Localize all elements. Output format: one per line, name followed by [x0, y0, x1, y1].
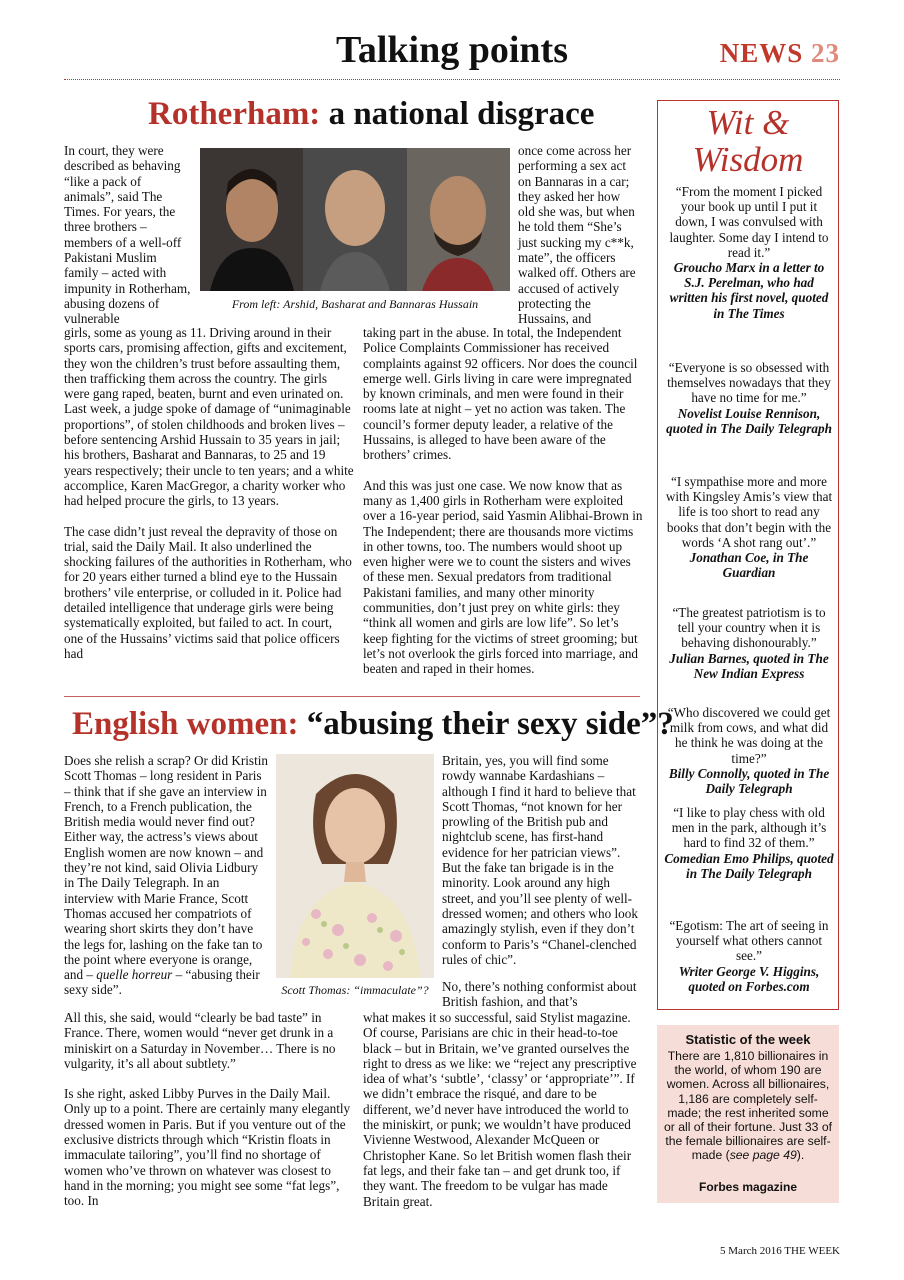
- article1-left-paragraph-2: The case didn’t just reveal the depravity of those on trial, said the Daily Mail. It also underlined the shocking failures of the authorities in Rotherham, who for 20 years either turned a blind eye to the Hussain brothers’ vile enterprise, or colluded in it. Police had detailed intelligence that underage girls were being systematically exploited, but failed to act. In court, one of the Hussains’ victims said that police officers had: [64, 523, 352, 661]
- header-divider: [64, 79, 840, 80]
- article2-right-continuation-start: No, there’s nothing conformist about British fashion, and that’s: [442, 979, 637, 1010]
- sidebar-quote: [664, 605, 834, 681]
- quote-attribution: Jonathan Coe, in The Guardian: [689, 550, 809, 581]
- article1-right-paragraph-2: And this was just one case. We now know that as many as 1,400 girls in Rotherham were exploited over a 16-year period, said Yasmin Alibhai-Brown in The Independent; there are thousands more victims in other towns, too. The numbers would shoot up even higher were we to count the sisters and wives of these men. Sexual predators from traditional Pakistani families, and many other minority communities, don’t just prey on white girls: they “think all women and girls are low life”. So let’s keep fighting for the victims of street grooming; but let’s not overlook the girls forced into marriage, and beaten and raped in their homes.: [363, 477, 643, 677]
- article2-intro-main: Does she relish a scrap? Or did Kristin Scott Thomas – long resident in Paris – think that if she gave an interview in French, to a French publication, the British media would never find out? Either way, the actress’s views about English women are now known – and they’re not kind, said Olivia Lidbury in The Daily Telegraph. In an interview with Marie France, Scott Thomas accused her compatriots of wearing short skirts they don’t have the legs for, lashing on the fake tan to the point where everyone is orange, and –: [64, 753, 268, 983]
- quote-text: “Egotism: The art of seeing in yourself what others cannot see.”: [669, 918, 829, 964]
- statistic-body-end: ).: [796, 1148, 805, 1163]
- article1-right-intro-text: once come across her performing a sex act on Bannaras in a car; they asked her how old she was, but when he told them “She’s just sucking my c**k, mate”, the officers walked off. Others are accused of actively protecting the Hussains, and: [518, 143, 636, 327]
- sidebar-quote: [664, 474, 834, 580]
- section-label: [720, 38, 840, 69]
- quote-attribution: Writer George V. Higgins, quoted on Forbes.com: [678, 963, 820, 994]
- quote-attribution: Billy Connolly, quoted in The Daily Telegraph: [668, 765, 830, 797]
- quote-attribution: Novelist Louise Rennison, quoted in The Daily Telegraph: [666, 405, 832, 436]
- article2-quelle-horreur: quelle horreur: [96, 967, 173, 983]
- article1-photo-caption: From left: Arshid, Basharat and Bannaras Hussain: [231, 297, 479, 311]
- article2-right-intro-text: Britain, yes, you will find some rowdy wannabe Kardashians – although I find it hard to believe that Scott Thomas, “not known for her prowling of the British pub and nightclub scene, has first-hand evidence for her patrician views”. But the fake tan brigade is in the minority. Look around any high street, and you’ll see plenty of well-dressed women; and others who look amazingly stylish, even if they don’t conform to Paris’s “Chanel-clenched rules of chic”.: [442, 753, 638, 967]
- quote-text: “Everyone is so obsessed with themselves nowadays that they have no time for me.”: [667, 360, 831, 406]
- page-title: Talking points: [335, 29, 568, 71]
- article1-left-column: [64, 325, 354, 676]
- article2-photo-caption: Scott Thomas: “immaculate”?: [281, 983, 429, 997]
- article2-right-column: what makes it so successful, said Stylist magazine. Of course, Parisians are chic in their head-to-toe black – but in Britain, we’ve granted ourselves the right to dress as we like: we “reject any prescriptive idea of what’s ‘subtle’, ‘classy’ or ‘appropriate’”. If we didn’t embrace the risqué, and dare to be different, we’d never have introduced the world to the miniskirt, or punk; we wouldn’t have produced Vivienne Westwood, Alexander McQueen or Christopher Kane. So let British women flash their fat legs, and their fake tan – and get drunk too, if they want. The freedom to be vulgar has made Britain great.: [363, 1010, 637, 1209]
- statistic-body: There are 1,810 billionaires in the world, of whom 190 are women. Across all billionaires, 1,186 are completely self-made; the rest inherited some or all of their fortune. Just 33 of the female billionaires are self-made (: [664, 1049, 833, 1163]
- quote-attribution: Comedian Emo Philips, quoted in The Daily Telegraph: [664, 850, 834, 881]
- article2-headline-accent: English women:: [72, 706, 299, 742]
- quote-attribution: Julian Barnes, quoted in The New Indian Express: [669, 650, 829, 681]
- article1-right-column: [363, 325, 643, 692]
- page-number: 23: [811, 38, 840, 68]
- sidebar-quote: [664, 184, 834, 321]
- article1-headline-accent: Rotherham:: [148, 96, 321, 132]
- section-name: NEWS: [719, 38, 804, 68]
- page-footer: 5 March 2016 THE WEEK: [720, 1245, 840, 1257]
- wit-wisdom-title: Wit & Wisdom: [692, 103, 804, 179]
- statistic-source: Forbes magazine: [698, 1180, 798, 1194]
- article2-intro-text: [64, 753, 270, 998]
- sidebar-quote: [664, 360, 834, 436]
- article2-left-paragraph-1: All this, she said, would “clearly be bad taste” in France. There, women would “never get drunk in a miniskirt on a Saturday in November… There is no vulgarity, it’s all about subtlety.”: [64, 1010, 336, 1071]
- statistic-title: Statistic of the week: [685, 1032, 811, 1047]
- hussain-brothers-photo: [200, 148, 510, 291]
- quote-text: “I sympathise more and more with Kingsley Amis’s view that life is too short to read any books that don’t begin with the words ‘A shot rang out’.”: [665, 474, 833, 550]
- sidebar-quote: [664, 918, 834, 994]
- article-divider: [64, 696, 640, 697]
- article2-intro-end: – “abusing their sexy side”.: [64, 967, 260, 998]
- article1-intro-text: In court, they were described as behaving “like a pack of animals”, said The Times. For years, the three brothers – members of a well-off Pakistani Muslim family – acted with impunity in Rotherham, abusing dozens of vulnerable: [64, 143, 191, 327]
- article1-left-paragraph-1: girls, some as young as 11. Driving around in their sports cars, promising affection, gifts and excitement, they won the children’s trust before assaulting them, then trafficking them across the country. The girls were gang raped, beaten, burnt and even urinated on. Last week, a judge spoke of damage of “unimaginable proportions”, of stolen childhoods and broken lives – before sentencing Arshid Hussain to 35 years in jail; his brothers, Basharat and Bannaras, to 25 and 19 years respectively; their uncle to ten years; and a white accomplice, Karen MacGregor, a charity worker who had helped procure the girls, to 13 years.: [64, 325, 354, 509]
- article2-left-column: [64, 1010, 354, 1224]
- article1-headline-rest: a national disgrace: [320, 96, 595, 132]
- quote-attribution: Groucho Marx in a letter to S.J. Perelman, who had written his first novel, quoted in The Times: [669, 260, 829, 321]
- quote-text: “The greatest patriotism is to tell your country when it is behaving dishonourably.”: [672, 605, 826, 651]
- article1-headline: [148, 94, 594, 134]
- sidebar-quote: [664, 805, 834, 881]
- article1-right-paragraph-1: taking part in the abuse. In total, the Independent Police Complaints Commissioner has received complaints against 92 officers. Nor does the council emerge well. Girls living in care were impregnated by known criminals, and men were found in their rooms late at night – yet no action was taken. The council’s former deputy leader, a relative of the Hussains, is alleged to have been aware of the brothers’ crimes.: [363, 325, 638, 463]
- sidebar-quote: [664, 705, 834, 796]
- article2-headline: [72, 704, 674, 744]
- kristin-scott-thomas-photo: [276, 754, 434, 978]
- quote-text: “From the moment I picked your book up until I put it down, I was convulsed with laughter. Some day I intend to read it.”: [669, 184, 829, 260]
- article2-left-paragraph-2: Is she right, asked Libby Purves in the Daily Mail. Only up to a point. There are certainly many elegantly dressed women in Paris. But if you venture out of the exclusive districts through which “Kristin floats in immaculate tailoring”, you’ll find no shortage of women who’ve thrown on whatever was closest to hand in the morning; you might see some “fat legs”, too. In: [64, 1086, 351, 1209]
- article2-headline-rest: “abusing their sexy side”?: [298, 706, 674, 742]
- quote-text: “I like to play chess with old men in the park, although it’s hard to find 32 of them.”: [671, 805, 827, 851]
- quote-text: “Who discovered we could get milk from cows, and what did he think he was doing at the time?”: [667, 705, 831, 766]
- statistic-text: [664, 1049, 832, 1163]
- statistic-see-page: see page 49: [729, 1148, 797, 1163]
